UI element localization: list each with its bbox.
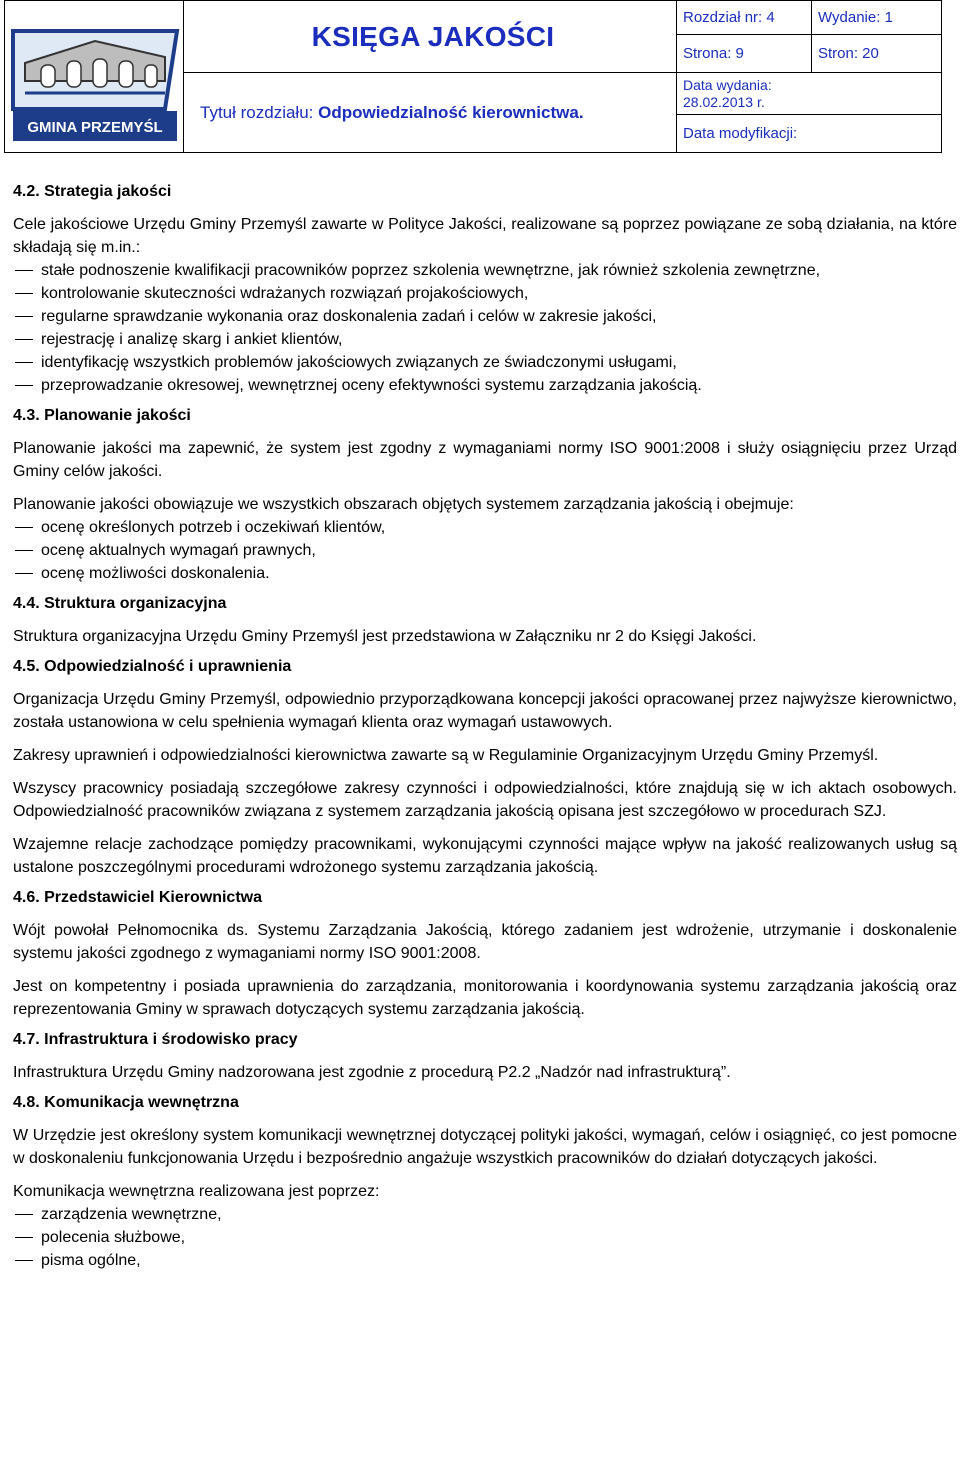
modification-date: Data modyfikacji:: [677, 115, 942, 153]
paragraph: Wzajemne relacje zachodzące pomiędzy pracownikami, wykonującymi czynności mające wpływ na jakość realizowanych usług są ustalone poszczególnymi procedurami wdrożonego systemu zarządzania jakością.: [13, 836, 957, 876]
paragraph: Organizacja Urzędu Gminy Przemyśl, odpowiednio przyporządkowana koncepcji jakości opracowanej przez najwyższe kierownictwo, została ustanowiona w celu spełnienia wymagań klienta oraz wymagań ustawowych.: [13, 691, 957, 731]
chapter-title: Odpowiedzialność kierownictwa.: [318, 102, 584, 122]
list-item: ocenę możliwości doskonalenia.: [13, 562, 957, 585]
chapter-title-cell: [184, 73, 677, 153]
paragraph: W Urzędzie jest określony system komunikacji wewnętrznej dotyczącej polityki jakości, wymagań, celów i osiągnięć, co jest pomocne w doskonaleniu funkcjonowania Urzędu i bezpośrednio angażuje wszystkich pracowników do działań dotyczących jakości.: [13, 1127, 957, 1167]
section-heading: 4.6. Przedstawiciel Kierownictwa: [13, 889, 262, 906]
list-item: rejestrację i analizę skarg i ankiet klientów,: [13, 328, 957, 351]
document-body: [13, 180, 957, 1272]
logo-text: GMINA PRZEMYŚL: [27, 119, 163, 136]
page-count: Stron: 20: [812, 35, 942, 73]
logo-emblem-icon: [5, 1, 181, 147]
section-heading: 4.4. Struktura organizacyjna: [13, 595, 227, 612]
paragraph: Jest on kompetentny i posiada uprawnienia do zarządzania, monitorowania i koordynowania systemu zarządzania jakością oraz reprezentowania Gminy w sprawach dotyczących systemu zarządzania jakością.: [13, 978, 957, 1018]
paragraph: Planowanie jakości obowiązuje we wszystkich obszarach objętych systemem zarządzania jakością i obejmuje:: [13, 496, 794, 513]
book-title-cell: [184, 1, 677, 73]
paragraph: Cele jakościowe Urzędu Gminy Przemyśl zawarte w Polityce Jakości, realizowane są poprzez powiązane ze sobą działania, na które składają się m.in.:: [13, 216, 957, 256]
municipality-logo: [5, 1, 184, 153]
page-number: Strona: 9: [677, 35, 812, 73]
chapter-number: Rozdział nr: 4: [677, 1, 812, 35]
paragraph: Zakresy uprawnień i odpowiedzialności kierownictwa zawarte są w Regulaminie Organizacyjnym Urzędu Gminy Przemyśl.: [13, 747, 879, 764]
issue-label: Data wydania:: [683, 76, 772, 93]
paragraph: Planowanie jakości ma zapewnić, że system jest zgodny z wymaganiami normy ISO 9001:2008 i służy osiągnięciu przez Urząd Gminy celów jakości.: [13, 440, 957, 480]
paragraph: Struktura organizacyjna Urzędu Gminy Przemyśl jest przedstawiona w Załączniku nr 2 do Księgi Jakości.: [13, 628, 757, 645]
paragraph: Infrastruktura Urzędu Gminy nadzorowana jest zgodnie z procedurą P2.2 „Nadzór nad infrastrukturą”.: [13, 1064, 731, 1081]
list-item: ocenę określonych potrzeb i oczekiwań klientów,: [13, 516, 957, 539]
list-item: kontrolowanie skuteczności wdrażanych rozwiązań projakościowych,: [13, 282, 957, 305]
chapter-prefix: Tytuł rozdziału:: [200, 102, 319, 122]
section-heading: 4.3. Planowanie jakości: [13, 407, 191, 424]
document-header: [4, 0, 942, 148]
list-item: przeprowadzanie okresowej, wewnętrznej oceny efektywności systemu zarządzania jakością.: [13, 374, 957, 397]
list-item: pisma ogólne,: [13, 1249, 957, 1272]
section-heading: 4.5. Odpowiedzialność i uprawnienia: [13, 658, 292, 675]
book-title: KSIĘGA JAKOŚCI: [311, 20, 555, 52]
paragraph: Komunikacja wewnętrzna realizowana jest poprzez:: [13, 1183, 380, 1200]
list-item: ocenę aktualnych wymagań prawnych,: [13, 539, 957, 562]
issue-date: 28.02.2013 r.: [683, 93, 765, 110]
paragraph: Wszyscy pracownicy posiadają szczegółowe zakresy czynności i odpowiedzialności, które znajdują się w ich aktach osobowych. Odpowiedzialność pracowników związana z systemem zarządzania jakością opisana jest szczegółowo w procedurach SZJ.: [13, 780, 957, 820]
section-heading: 4.7. Infrastruktura i środowisko pracy: [13, 1031, 298, 1048]
list-item: stałe podnoszenie kwalifikacji pracowników poprzez szkolenia wewnętrzne, jak również szkolenia zewnętrzne,: [13, 259, 957, 282]
issue-date-cell: [677, 73, 942, 115]
list-item: zarządzenia wewnętrzne,: [13, 1203, 957, 1226]
list-item: identyfikację wszystkich problemów jakościowych związanych ze świadczonymi usługami,: [13, 351, 957, 374]
edition: Wydanie: 1: [812, 1, 942, 35]
paragraph: Wójt powołał Pełnomocnika ds. Systemu Zarządzania Jakością, którego zadaniem jest wdrożenie, utrzymanie i doskonalenie systemu jakości zgodnego z wymaganiami normy ISO 9001:2008.: [13, 922, 957, 962]
section-heading: 4.2. Strategia jakości: [13, 183, 172, 200]
list-item: regularne sprawdzanie wykonania oraz doskonalenia zadań i celów w zakresie jakości,: [13, 305, 957, 328]
list-item: polecenia służbowe,: [13, 1226, 957, 1249]
section-heading: 4.8. Komunikacja wewnętrzna: [13, 1094, 239, 1111]
